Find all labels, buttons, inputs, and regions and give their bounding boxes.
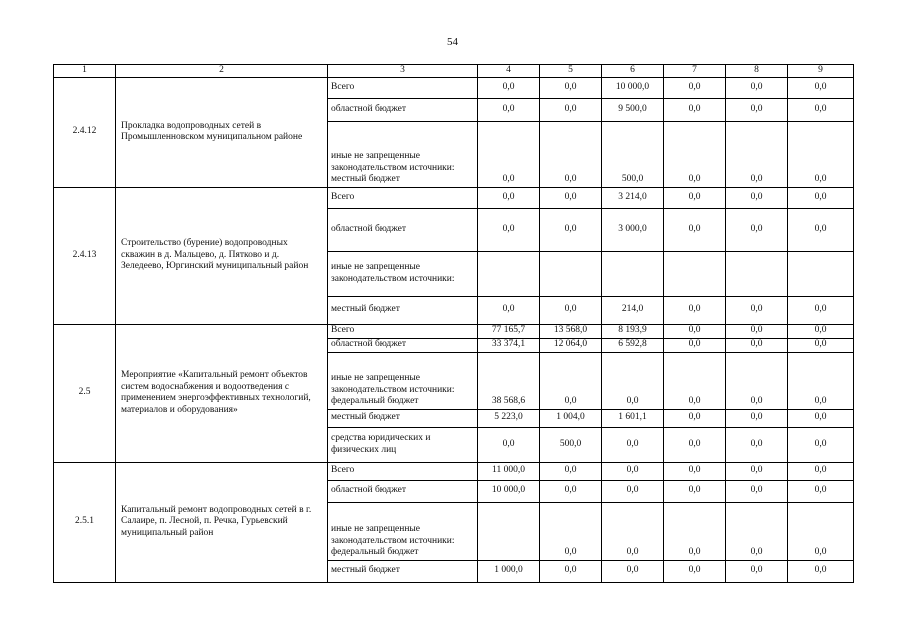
value-cell: 12 064,0	[540, 338, 602, 352]
value-cell: 0,0	[664, 480, 726, 502]
header-cell: 7	[664, 65, 726, 78]
value-cell: 0,0	[602, 462, 664, 480]
value-cell: 0,0	[726, 187, 788, 208]
value-cell: 0,0	[478, 121, 540, 187]
value-cell: 0,0	[726, 338, 788, 352]
value-cell: 0,0	[664, 98, 726, 121]
row-name: Прокладка водопроводных сетей в Промышленновском муниципальном районе	[116, 77, 328, 187]
row-code: 2.5	[54, 324, 116, 462]
value-cell: 0,0	[726, 462, 788, 480]
value-cell	[726, 251, 788, 296]
value-cell: 0,0	[726, 98, 788, 121]
value-cell: 1 000,0	[478, 560, 540, 582]
value-cell: 0,0	[726, 502, 788, 560]
value-cell: 1 004,0	[540, 409, 602, 427]
value-cell: 0,0	[664, 296, 726, 324]
source-cell: областной бюджет	[328, 98, 478, 121]
value-cell: 0,0	[540, 480, 602, 502]
value-cell: 0,0	[726, 296, 788, 324]
value-cell: 0,0	[540, 560, 602, 582]
value-cell: 0,0	[664, 208, 726, 251]
value-cell: 0,0	[540, 352, 602, 409]
header-cell: 5	[540, 65, 602, 78]
source-cell: средства юридических и физических лиц	[328, 427, 478, 462]
header-cell: 8	[726, 65, 788, 78]
value-cell: 0,0	[664, 352, 726, 409]
source-note: иные не запрещенные законодательством источники:	[331, 373, 455, 395]
source-cell	[328, 352, 478, 409]
page-number: 54	[447, 36, 458, 48]
value-cell: 0,0	[788, 338, 854, 352]
row-code: 2.5.1	[54, 462, 116, 582]
value-cell: 0,0	[478, 187, 540, 208]
row-name: Мероприятие «Капитальный ремонт объектов систем водоснабжения и водоотведения с применением энергоэффективных технологий, материалов и оборудования»	[116, 324, 328, 462]
value-cell: 0,0	[664, 462, 726, 480]
source-cell: Всего	[328, 77, 478, 98]
value-cell: 0,0	[726, 121, 788, 187]
value-cell: 0,0	[540, 502, 602, 560]
source-note: иные не запрещенные законодательством источники:	[331, 151, 455, 173]
value-cell: 0,0	[664, 560, 726, 582]
value-cell: 0,0	[788, 208, 854, 251]
table-row	[54, 187, 854, 208]
value-cell: 3 000,0	[602, 208, 664, 251]
value-cell: 3 214,0	[602, 187, 664, 208]
value-cell: 0,0	[726, 324, 788, 338]
source-label: федеральный бюджет	[331, 547, 419, 557]
value-cell: 0,0	[788, 462, 854, 480]
value-cell: 38 568,6	[478, 352, 540, 409]
row-code: 2.4.13	[54, 187, 116, 324]
header-cell: 6	[602, 65, 664, 78]
value-cell: 0,0	[540, 462, 602, 480]
source-cell: Всего	[328, 187, 478, 208]
value-cell: 0,0	[788, 480, 854, 502]
value-cell: 0,0	[726, 480, 788, 502]
source-note: иные не запрещенные законодательством источники:	[331, 524, 455, 546]
header-cell: 9	[788, 65, 854, 78]
value-cell: 0,0	[602, 352, 664, 409]
value-cell: 214,0	[602, 296, 664, 324]
value-cell: 6 592,8	[602, 338, 664, 352]
table-row	[54, 324, 854, 338]
value-cell: 8 193,9	[602, 324, 664, 338]
value-cell: 0,0	[540, 296, 602, 324]
value-cell: 1 601,1	[602, 409, 664, 427]
value-cell	[788, 251, 854, 296]
header-row	[54, 65, 854, 78]
value-cell: 0,0	[478, 427, 540, 462]
value-cell: 0,0	[602, 560, 664, 582]
value-cell: 13 568,0	[540, 324, 602, 338]
value-cell: 0,0	[788, 409, 854, 427]
value-cell: 9 500,0	[602, 98, 664, 121]
value-cell: 0,0	[664, 77, 726, 98]
value-cell: 0,0	[726, 208, 788, 251]
source-cell	[328, 502, 478, 560]
source-cell: Всего	[328, 324, 478, 338]
value-cell: 0,0	[540, 187, 602, 208]
value-cell: 0,0	[540, 98, 602, 121]
header-cell: 4	[478, 65, 540, 78]
table-row	[54, 77, 854, 98]
value-cell: 10 000,0	[478, 480, 540, 502]
value-cell: 0,0	[602, 480, 664, 502]
value-cell: 0,0	[664, 502, 726, 560]
value-cell: 0,0	[726, 409, 788, 427]
table-row	[54, 462, 854, 480]
source-cell	[328, 121, 478, 187]
value-cell: 0,0	[478, 77, 540, 98]
row-name: Капитальный ремонт водопроводных сетей в г. Салаире, п. Лесной, п. Речка, Гурьевский муниципальный район	[116, 462, 328, 582]
value-cell: 0,0	[726, 560, 788, 582]
value-cell: 11 000,0	[478, 462, 540, 480]
value-cell: 0,0	[478, 98, 540, 121]
source-cell: местный бюджет	[328, 409, 478, 427]
value-cell: 0,0	[540, 208, 602, 251]
value-cell: 0,0	[788, 296, 854, 324]
source-cell: иные не запрещенные законодательством источники:	[328, 251, 478, 296]
value-cell: 0,0	[726, 352, 788, 409]
value-cell	[602, 251, 664, 296]
value-cell: 0,0	[664, 187, 726, 208]
value-cell: 0,0	[664, 427, 726, 462]
source-cell: областной бюджет	[328, 338, 478, 352]
value-cell: 0,0	[788, 502, 854, 560]
value-cell: 0,0	[788, 352, 854, 409]
value-cell	[540, 251, 602, 296]
value-cell: 0,0	[602, 502, 664, 560]
value-cell: 0,0	[788, 427, 854, 462]
value-cell: 0,0	[726, 427, 788, 462]
value-cell	[478, 251, 540, 296]
value-cell: 0,0	[664, 338, 726, 352]
source-cell: местный бюджет	[328, 296, 478, 324]
value-cell: 0,0	[478, 208, 540, 251]
value-cell: 5 223,0	[478, 409, 540, 427]
header-cell: 1	[54, 65, 116, 78]
header-cell: 2	[116, 65, 328, 78]
value-cell: 0,0	[540, 77, 602, 98]
source-cell: областной бюджет	[328, 208, 478, 251]
source-cell: местный бюджет	[328, 560, 478, 582]
value-cell: 0,0	[788, 324, 854, 338]
value-cell: 0,0	[540, 121, 602, 187]
value-cell: 33 374,1	[478, 338, 540, 352]
value-cell: 0,0	[788, 121, 854, 187]
value-cell	[478, 502, 540, 560]
value-cell: 0,0	[478, 296, 540, 324]
value-cell: 10 000,0	[602, 77, 664, 98]
source-cell: Всего	[328, 462, 478, 480]
value-cell: 500,0	[540, 427, 602, 462]
source-label: федеральный бюджет	[331, 396, 419, 406]
value-cell: 0,0	[788, 187, 854, 208]
row-code: 2.4.12	[54, 77, 116, 187]
value-cell	[664, 251, 726, 296]
header-cell: 3	[328, 65, 478, 78]
value-cell: 0,0	[664, 324, 726, 338]
value-cell: 77 165,7	[478, 324, 540, 338]
value-cell: 0,0	[664, 121, 726, 187]
value-cell: 0,0	[788, 560, 854, 582]
value-cell: 0,0	[664, 409, 726, 427]
source-cell: областной бюджет	[328, 480, 478, 502]
value-cell: 0,0	[788, 98, 854, 121]
value-cell: 0,0	[726, 77, 788, 98]
value-cell: 0,0	[602, 427, 664, 462]
source-label: местный бюджет	[331, 174, 400, 184]
value-cell: 500,0	[602, 121, 664, 187]
row-name: Строительство (бурение) водопроводных скважин в д. Мальцево, д. Пятково и д. Зеледеево, Юргинский муниципальный район	[116, 187, 328, 324]
value-cell: 0,0	[788, 77, 854, 98]
budget-table	[53, 64, 854, 583]
